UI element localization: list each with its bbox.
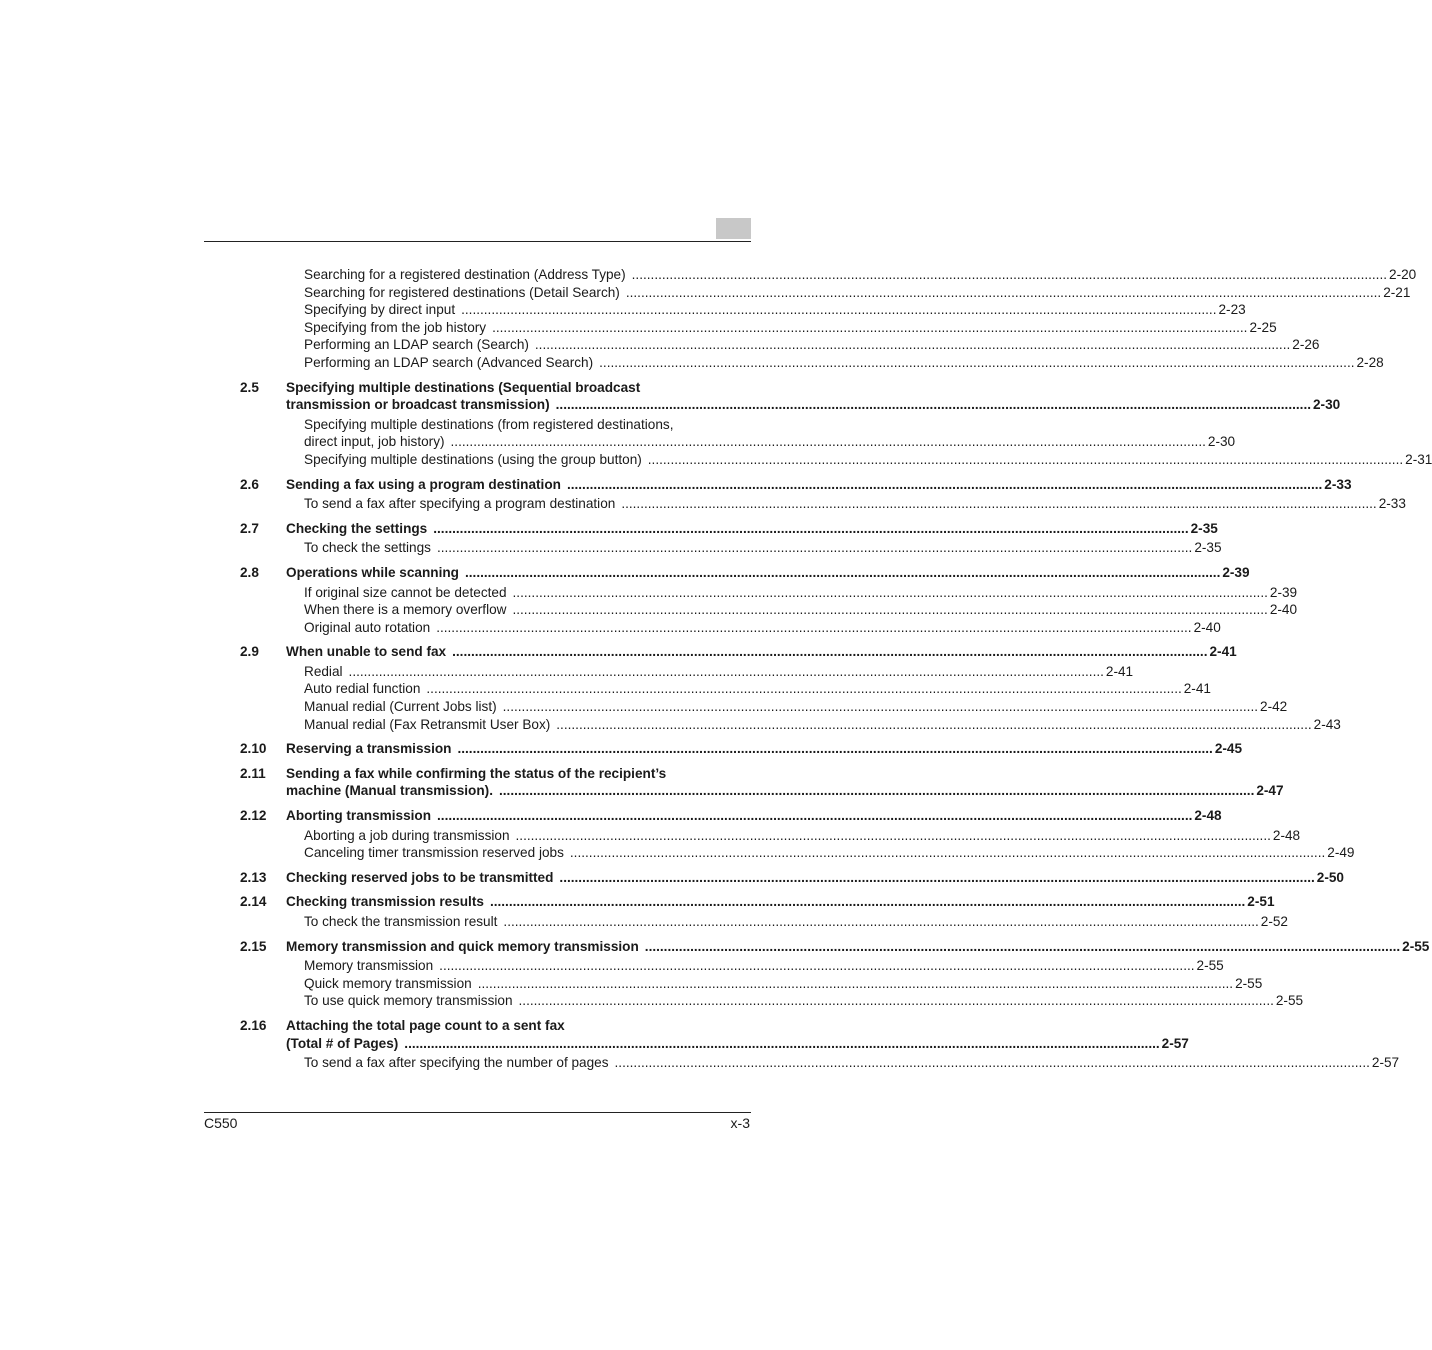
- toc-entry-title: Canceling timer transmission reserved jobs: [304, 845, 564, 861]
- dot-leader: ........................................................................................................................................................................................................: [489, 894, 1246, 910]
- toc-entry-title: Auto redial function: [304, 681, 421, 697]
- toc-page-number: 2-39: [1269, 584, 1298, 600]
- toc-entry-title: Performing an LDAP search (Search): [304, 337, 529, 353]
- dot-leader: ........................................................................................................................................................................................................: [556, 716, 1312, 732]
- toc-page-number: 2-55: [1235, 975, 1263, 991]
- dot-leader: ........................................................................................................................................................................................................: [461, 302, 1217, 318]
- toc-entry-title: To send a fax after specifying the number of pages: [304, 1055, 609, 1071]
- toc-subentry[interactable]: [240, 957, 1224, 975]
- toc-entry-title: Specifying multiple destinations (from registered destinations,: [304, 416, 674, 432]
- toc-entry-title: To check the settings: [304, 540, 431, 556]
- toc-entry-title: Redial: [304, 663, 343, 679]
- toc-page-number: 2-41: [1209, 644, 1237, 660]
- toc-subentry[interactable]: [240, 663, 1134, 681]
- footer-page-number: x-3: [730, 1115, 750, 1131]
- dot-leader: ........................................................................................................................................................................................................: [512, 602, 1268, 618]
- toc-entry-title: Checking reserved jobs to be transmitted: [286, 869, 554, 885]
- toc-section-number: 2.14: [240, 894, 267, 910]
- toc-subentry[interactable]: [240, 301, 1246, 319]
- dot-leader: ........................................................................................................................................................................................................: [621, 496, 1377, 512]
- footer-rule: [204, 1112, 751, 1113]
- toc-subentry[interactable]: [240, 495, 1406, 513]
- toc-entry-title: When there is a memory overflow: [304, 602, 507, 618]
- dot-leader: ........................................................................................................................................................................................................: [614, 1055, 1370, 1071]
- toc-section-number: 2.16: [240, 1017, 267, 1033]
- footer-model: C550: [204, 1115, 238, 1131]
- toc-page-number: 2-48: [1272, 827, 1301, 843]
- toc-page-number: 2-23: [1218, 302, 1246, 318]
- toc-section-entry[interactable]: [240, 893, 1275, 911]
- toc-section-entry[interactable]: [240, 938, 1430, 956]
- toc-subentry[interactable]: [240, 975, 1263, 993]
- dot-leader: ........................................................................................................................................................................................................: [502, 699, 1259, 715]
- dot-leader: ........................................................................................................................................................................................................: [426, 681, 1182, 697]
- toc-page-number: 2-43: [1313, 716, 1341, 732]
- toc-page-number: 2-39: [1222, 564, 1250, 580]
- dot-leader: ........................................................................................................................................................................................................: [433, 520, 1189, 536]
- toc-page-number: 2-40: [1193, 619, 1221, 635]
- toc-page-number: 2-25: [1249, 319, 1277, 335]
- dot-leader: ........................................................................................................................................................................................................: [515, 827, 1271, 843]
- toc-subentry[interactable]: [240, 680, 1211, 698]
- dot-leader: ........................................................................................................................................................................................................: [348, 663, 1104, 679]
- toc-section-entry[interactable]: [240, 765, 1284, 800]
- toc-page-number: 2-42: [1260, 699, 1288, 715]
- toc-subentry[interactable]: [240, 584, 1298, 602]
- toc-subentry[interactable]: [240, 451, 1432, 469]
- toc-page-number: 2-20: [1389, 267, 1417, 282]
- toc-section-entry[interactable]: [240, 379, 1341, 414]
- toc-entry-title: Specifying by direct input: [304, 302, 456, 318]
- toc-entry-title: machine (Manual transmission).: [286, 783, 493, 799]
- toc-page-number: 2-55: [1275, 993, 1304, 1009]
- toc-entry-title: To send a fax after specifying a program destination: [304, 496, 616, 512]
- dot-leader: ........................................................................................................................................................................................................: [644, 938, 1401, 954]
- toc-page-number: 2-33: [1324, 476, 1352, 492]
- toc-page-number: 2-30: [1313, 397, 1341, 413]
- toc-entry-title: When unable to send fax: [286, 644, 447, 660]
- toc-subentry[interactable]: [240, 698, 1288, 716]
- table-of-contents: [240, 266, 1432, 1072]
- toc-section-entry[interactable]: [240, 807, 1222, 825]
- toc-section-number: 2.10: [240, 741, 267, 757]
- toc-section-number: 2.12: [240, 808, 267, 824]
- dot-leader: ........................................................................................................................................................................................................: [404, 1035, 1160, 1051]
- toc-page-number: 2-47: [1256, 783, 1284, 799]
- toc-section-number: 2.13: [240, 869, 267, 885]
- toc-subentry[interactable]: [240, 601, 1298, 619]
- toc-entry-title: Performing an LDAP search (Advanced Search): [304, 354, 594, 370]
- toc-entry-title: Attaching the total page count to a sent fax: [286, 1017, 565, 1033]
- toc-section-number: 2.11: [240, 765, 266, 781]
- toc-subentry[interactable]: [240, 416, 1236, 451]
- toc-section-number: 2.8: [240, 564, 259, 580]
- toc-subentry[interactable]: [240, 827, 1301, 845]
- toc-page-number: 2-51: [1247, 894, 1275, 910]
- toc-entry-title: Original auto rotation: [304, 619, 431, 635]
- toc-entry-title: Sending a fax using a program destination: [286, 476, 561, 492]
- toc-page-number: 2-57: [1161, 1035, 1189, 1051]
- toc-entry-title: Reserving a transmission: [286, 741, 452, 757]
- toc-entry-title: If original size cannot be detected: [304, 584, 507, 600]
- toc-page-number: 2-35: [1190, 520, 1218, 536]
- toc-entry-title: Quick memory transmission: [304, 975, 472, 991]
- dot-leader: ........................................................................................................................................................................................................: [452, 644, 1208, 660]
- dot-leader: ........................................................................................................................................................................................................: [457, 741, 1213, 757]
- dot-leader: ........................................................................................................................................................................................................: [569, 845, 1326, 861]
- toc-page-number: 2-40: [1269, 602, 1298, 618]
- dot-leader: ........................................................................................................................................................................................................: [439, 958, 1195, 974]
- toc-page-number: 2-21: [1383, 284, 1411, 300]
- toc-entry-title: Aborting a job during transmission: [304, 827, 510, 843]
- toc-entry-title: Aborting transmission: [286, 808, 432, 824]
- toc-entry-title: Manual redial (Fax Retransmit User Box): [304, 716, 551, 732]
- toc-page-number: 2-41: [1183, 681, 1211, 697]
- toc-entry-title: Memory transmission: [304, 958, 434, 974]
- toc-page-number: 2-55: [1196, 958, 1224, 974]
- dot-leader: ........................................................................................................................................................................................................: [503, 914, 1259, 929]
- toc-subentry[interactable]: [240, 539, 1222, 557]
- chapter-tab-marker: [716, 218, 751, 239]
- toc-entry-title: Searching for a registered destination (Address Type): [304, 267, 626, 282]
- toc-page-number: 2-57: [1371, 1055, 1400, 1071]
- toc-section-entry[interactable]: [240, 740, 1243, 758]
- toc-subentry[interactable]: [240, 354, 1384, 372]
- dot-leader: ........................................................................................................................................................................................................: [599, 354, 1355, 370]
- toc-entry-title: Specifying multiple destinations (using the group button): [304, 451, 642, 467]
- dot-leader: ........................................................................................................................................................................................................: [450, 434, 1206, 450]
- toc-entry-title: direct input, job history): [304, 434, 445, 450]
- toc-page-number: 2-41: [1105, 663, 1134, 679]
- toc-entry-title: To check the transmission result: [304, 914, 498, 929]
- toc-entry-title: Searching for registered destinations (Detail Search): [304, 284, 620, 300]
- toc-entry-title: To use quick memory transmission: [304, 993, 513, 1009]
- toc-section-number: 2.15: [240, 938, 267, 954]
- toc-subentry[interactable]: [240, 284, 1411, 302]
- toc-section-number: 2.5: [240, 379, 259, 395]
- toc-subentry[interactable]: [240, 619, 1221, 637]
- toc-entry-title: transmission or broadcast transmission): [286, 397, 550, 413]
- toc-subentry[interactable]: [240, 336, 1320, 354]
- dot-leader: ........................................................................................................................................................................................................: [498, 783, 1255, 799]
- toc-entry-title: Specifying from the job history: [304, 319, 487, 335]
- toc-page-number: 2-45: [1214, 741, 1243, 757]
- toc-entry-title: Checking the settings: [286, 520, 428, 536]
- toc-page-number: 2-28: [1356, 354, 1384, 370]
- dot-leader: ........................................................................................................................................................................................................: [518, 993, 1274, 1009]
- toc-section-entry[interactable]: [240, 476, 1352, 494]
- toc-entry-title: Operations while scanning: [286, 564, 459, 580]
- toc-section-number: 2.7: [240, 520, 259, 536]
- toc-page-number: 2-49: [1327, 845, 1355, 861]
- dot-leader: ........................................................................................................................................................................................................: [631, 267, 1388, 282]
- toc-page-number: 2-52: [1260, 914, 1288, 929]
- toc-entry-title: Memory transmission and quick memory transmission: [286, 938, 639, 954]
- toc-subentry[interactable]: [240, 913, 1288, 931]
- toc-entry-title: Checking transmission results: [286, 894, 484, 910]
- toc-section-entry[interactable]: [240, 564, 1250, 582]
- toc-subentry[interactable]: [240, 266, 1417, 284]
- dot-leader: ........................................................................................................................................................................................................: [436, 540, 1193, 556]
- toc-page-number: 2-30: [1207, 434, 1236, 450]
- dot-leader: ........................................................................................................................................................................................................: [647, 451, 1404, 467]
- dot-leader: ........................................................................................................................................................................................................: [555, 397, 1311, 413]
- toc-entry-title: Specifying multiple destinations (Sequential broadcast: [286, 379, 641, 395]
- toc-entry-title: Manual redial (Current Jobs list): [304, 699, 497, 715]
- toc-page-number: 2-31: [1405, 451, 1432, 467]
- dot-leader: ........................................................................................................................................................................................................: [534, 337, 1291, 353]
- dot-leader: ........................................................................................................................................................................................................: [437, 808, 1193, 824]
- toc-page-number: 2-55: [1402, 938, 1430, 954]
- dot-leader: ........................................................................................................................................................................................................: [477, 975, 1234, 991]
- toc-subentry[interactable]: [240, 844, 1355, 862]
- toc-subentry[interactable]: [240, 716, 1341, 734]
- toc-page-number: 2-35: [1194, 540, 1222, 556]
- dot-leader: ........................................................................................................................................................................................................: [464, 564, 1221, 580]
- dot-leader: ........................................................................................................................................................................................................: [512, 584, 1268, 600]
- toc-subentry[interactable]: [240, 1054, 1400, 1072]
- dot-leader: ........................................................................................................................................................................................................: [436, 619, 1192, 635]
- toc-page-number: 2-50: [1316, 869, 1344, 885]
- dot-leader: ........................................................................................................................................................................................................: [566, 476, 1323, 492]
- toc-section-entry[interactable]: [240, 643, 1237, 661]
- toc-subentry[interactable]: [240, 319, 1277, 337]
- toc-entry-title: (Total # of Pages): [286, 1035, 399, 1051]
- dot-leader: ........................................................................................................................................................................................................: [492, 319, 1248, 335]
- toc-page-number: 2-48: [1194, 808, 1222, 824]
- header-rule: [204, 241, 751, 242]
- toc-page-number: 2-26: [1292, 337, 1320, 353]
- toc-subentry[interactable]: [240, 992, 1304, 1010]
- toc-section-entry[interactable]: [240, 520, 1218, 538]
- toc-section-entry[interactable]: [240, 1017, 1189, 1052]
- toc-page-number: 2-33: [1378, 496, 1406, 512]
- dot-leader: ........................................................................................................................................................................................................: [559, 869, 1315, 885]
- toc-entry-title: Sending a fax while confirming the status of the recipient’s: [286, 765, 667, 781]
- dot-leader: ........................................................................................................................................................................................................: [625, 284, 1382, 300]
- toc-section-entry[interactable]: [240, 869, 1344, 887]
- toc-section-number: 2.6: [240, 476, 259, 492]
- toc-section-number: 2.9: [240, 644, 259, 660]
